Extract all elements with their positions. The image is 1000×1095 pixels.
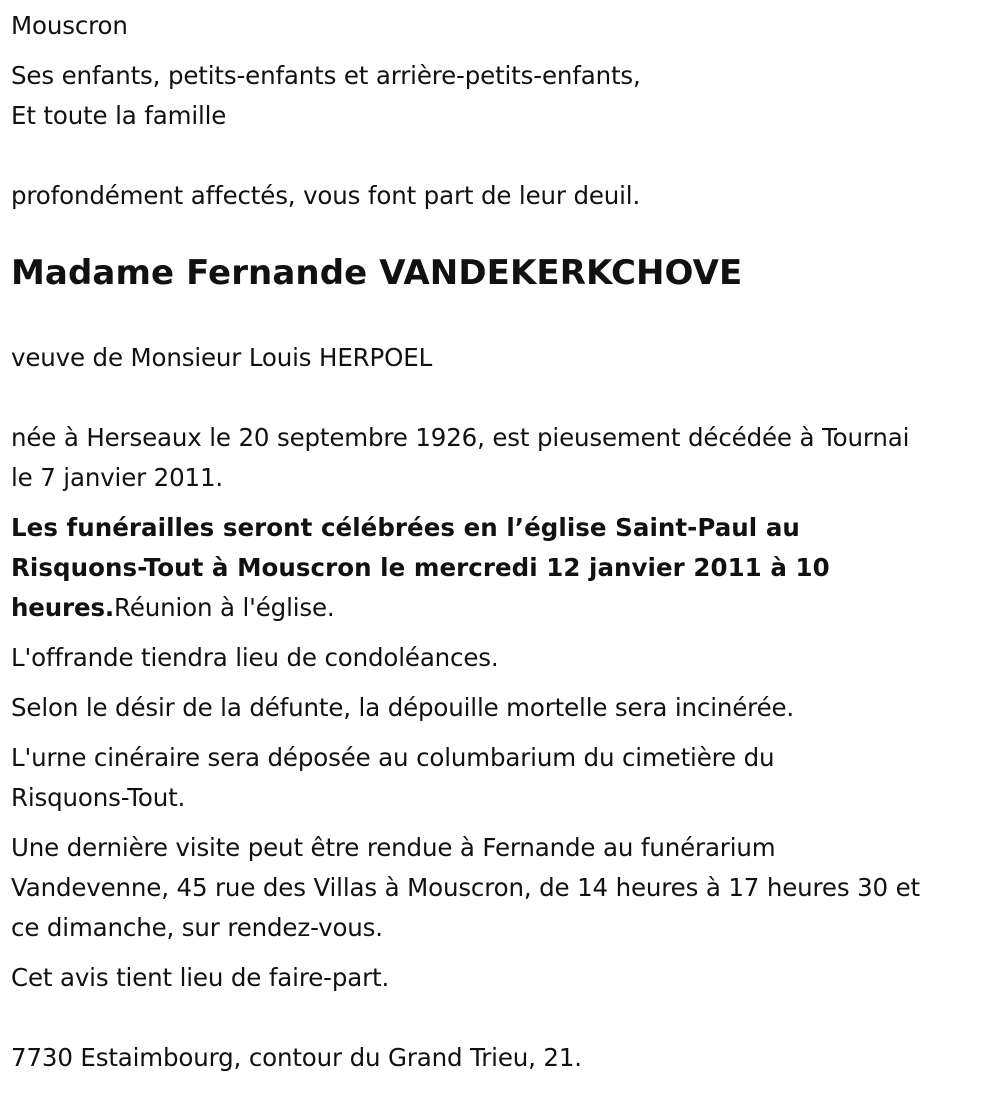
deceased-name: Madame Fernande VANDEKERKCHOVE bbox=[11, 253, 743, 293]
birth-death-block bbox=[11, 418, 996, 498]
announcement-line: profondément affectés, vous font part de leur deuil. bbox=[11, 181, 641, 210]
funeral-line: Risquons-Tout à Mouscron le mercredi 12 janvier 2011 à 10 bbox=[11, 553, 830, 582]
birth-death-line: le 7 janvier 2011. bbox=[11, 463, 224, 492]
funeral-block bbox=[11, 508, 996, 628]
death-notice bbox=[11, 0, 996, 1078]
city-line: Mouscron bbox=[11, 11, 128, 40]
widow-of-line: veuve de Monsieur Louis HERPOEL bbox=[11, 343, 433, 372]
visit-line: Une dernière visite peut être rendue à Fernande au funérarium bbox=[11, 833, 776, 862]
address-line: 7730 Estaimbourg, contour du Grand Trieu, 21. bbox=[11, 1043, 582, 1072]
visit-block bbox=[11, 828, 996, 948]
visit-line: ce dimanche, sur rendez-vous. bbox=[11, 913, 383, 942]
cremation-line: Selon le désir de la défunte, la dépouille mortelle sera incinérée. bbox=[11, 693, 795, 722]
faire-part-line: Cet avis tient lieu de faire-part. bbox=[11, 963, 390, 992]
birth-death-line: née à Herseaux le 20 septembre 1926, est pieusement décédée à Tournai bbox=[11, 423, 910, 452]
family-line: Et toute la famille bbox=[11, 101, 227, 130]
family-line: Ses enfants, petits-enfants et arrière-petits-enfants, bbox=[11, 61, 641, 90]
urn-line: Risquons-Tout. bbox=[11, 783, 186, 812]
meeting-text: Réunion à l'église. bbox=[114, 593, 335, 622]
funeral-hours: heures. bbox=[11, 593, 115, 622]
funeral-last-line bbox=[11, 588, 996, 628]
family-block bbox=[11, 56, 996, 136]
offering-line: L'offrande tiendra lieu de condoléances. bbox=[11, 643, 499, 672]
urn-line: L'urne cinéraire sera déposée au columbarium du cimetière du bbox=[11, 743, 775, 772]
urn-block bbox=[11, 738, 996, 818]
visit-line: Vandevenne, 45 rue des Villas à Mouscron, de 14 heures à 17 heures 30 et bbox=[11, 873, 920, 902]
funeral-line: Les funérailles seront célébrées en l’église Saint-Paul au bbox=[11, 513, 800, 542]
